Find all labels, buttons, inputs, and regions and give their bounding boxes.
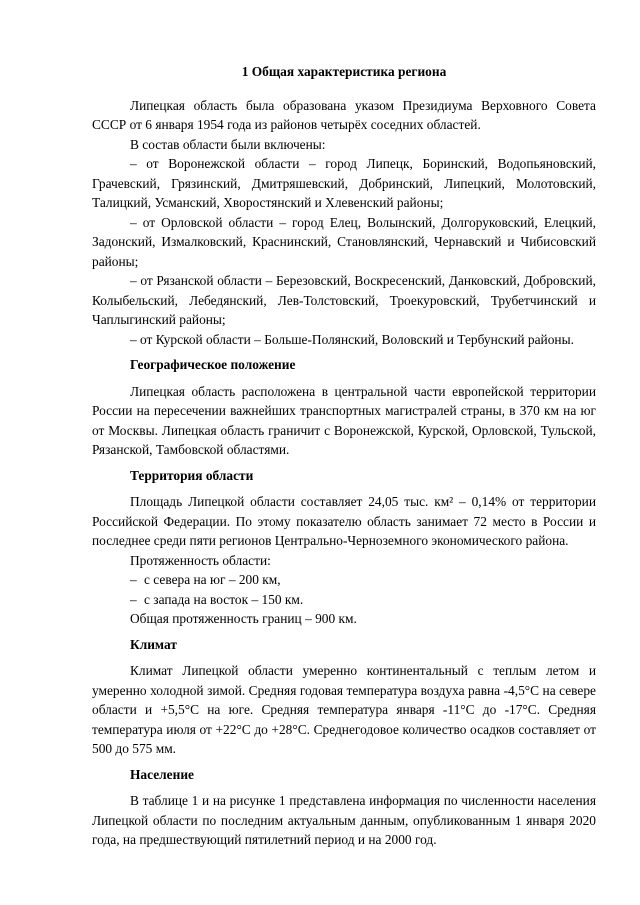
- composition-item-voronezh: – от Воронежской области – город Липецк, Боринский, Водопьяновский, Грачевский, Грязинский, Дмитряшевский, Добринский, Липецкий, Молотовский, Талицкий, Усманский, Хворостянский и Хлевенский районы;: [92, 156, 596, 210]
- extent-item: [92, 590, 596, 610]
- border-total: Общая протяженность границ – 900 км.: [130, 611, 357, 626]
- dash-marker: –: [130, 591, 137, 607]
- extent-item-text: с запада на восток – 150 км.: [144, 591, 304, 607]
- document-body: [92, 62, 596, 850]
- composition-item-kursk: – от Курской области – Больше-Полянский, Воловский и Тербунский районы.: [130, 331, 574, 347]
- territory-paragraph: Площадь Липецкой области составляет 24,05 тыс. км² – 0,14% от территории Российской Федерации. По этому показателю область занимает 72 место в России и последнее среди пяти регионов Центрально-Черноземного экономического района.: [92, 494, 596, 548]
- population-heading: Население: [130, 766, 194, 782]
- climate-heading: Климат: [130, 636, 177, 652]
- geo-heading: Географическое положение: [130, 357, 296, 372]
- composition-lead: В состав области были включены:: [130, 136, 326, 152]
- extent-lead: Протяженность области:: [130, 552, 271, 568]
- population-paragraph: В таблице 1 и на рисунке 1 представлена информация по численности населения Липецкой области по последним актуальным данным, опубликованным 1 января 2020 года, на предшествующий пятилетний период и на 2000 год.: [92, 793, 596, 847]
- composition-item-ryazan: – от Рязанской области – Березовский, Воскресенский, Данковский, Добровский, Колыбельский, Лебедянский, Лев-Толстовский, Троекуровский, Трубетчинский и Чаплыгинский районы;: [92, 273, 596, 327]
- composition-item-orel: – от Орловской области – город Елец, Волынский, Долгоруковский, Елецкий, Задонский, Измалковский, Краснинский, Становлянский, Чернавский и Чибисовский районы;: [92, 214, 596, 269]
- geo-paragraph: Липецкая область расположена в центральной части европейской территории России на пересечении важнейших транспортных магистралей страны, в 370 км на юг от Москвы. Липецкая область граничит с Воронежской, Курской, Орловской, Тульской, Рязанской, Тамбовской областями.: [92, 383, 596, 457]
- extent-item: [92, 570, 596, 590]
- territory-heading: Территория области: [130, 467, 254, 483]
- dash-marker: –: [130, 572, 137, 587]
- extent-item-text: с севера на юг – 200 км,: [144, 572, 281, 587]
- section-title: 1 Общая характеристика региона: [241, 64, 447, 79]
- intro-paragraph: Липецкая область была образована указом Президиума Верховного Совета СССР от 6 января 1954 года из районов четырёх соседних областей.: [92, 97, 596, 132]
- climate-paragraph: Климат Липецкой области умеренно континентальный с теплым летом и умеренно холодной зимой. Средняя годовая температура воздуха равна -4,5°С на севере области и +5,5°С на юге. Средняя температура января -11°С до -17°С. Средняя температура июля от +22°С до +28°С. Среднегодовое количество осадков составляет от 500 до 575 мм.: [92, 663, 596, 756]
